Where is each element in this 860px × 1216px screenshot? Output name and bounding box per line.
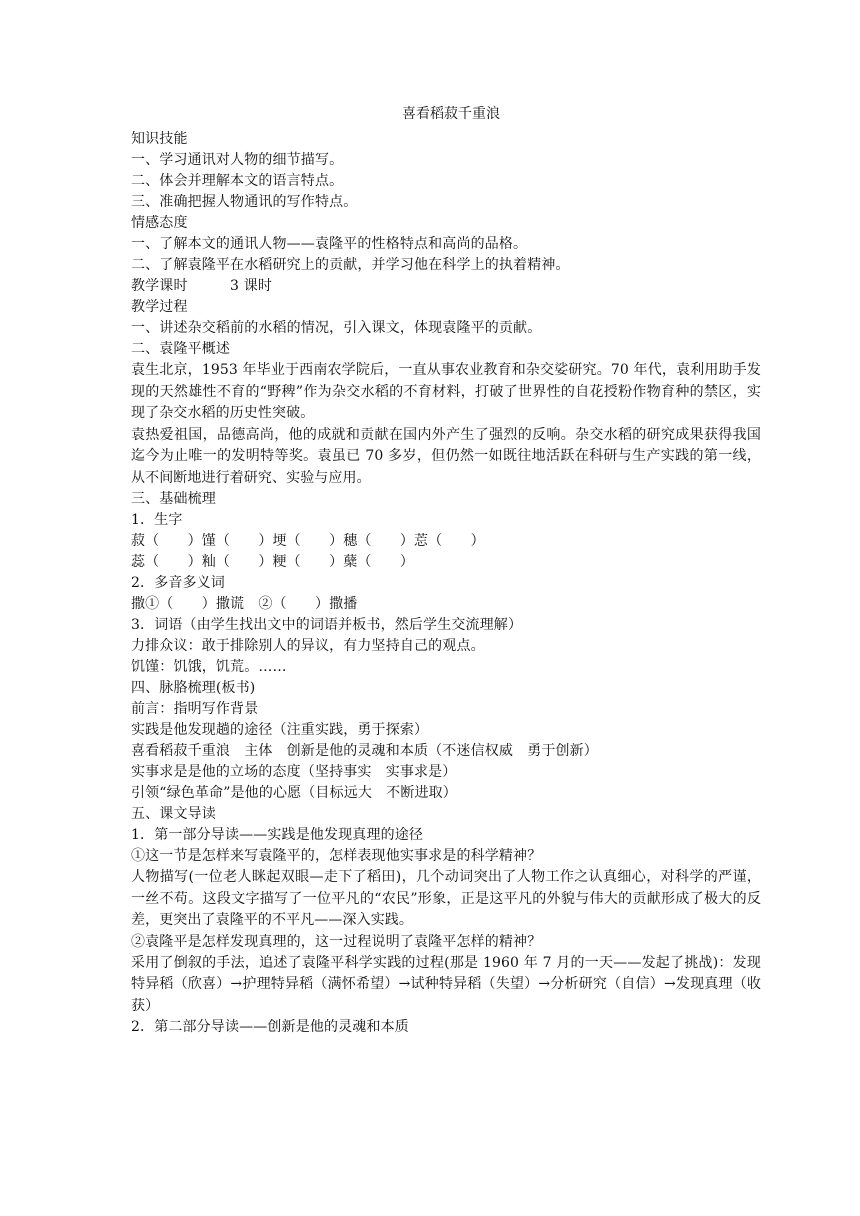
teaching-hours: 教学课时 3 课时 bbox=[131, 278, 273, 294]
paragraph: 采用了倒叙的手法，追述了袁隆平科学实践的过程(那是 1960 年 7 月的一天——发起了挑战)：发现特异稻（欣喜）→护理特异稻（满怀希望）→试种特异稻（失望）→分析研究（自信）→发现真理（收获） bbox=[131, 954, 761, 1014]
paragraph: 人物描写(一位老人眯起双眼—走下了稻田)，几个动词突出了人物工作之认真细心，对科学的严谨，一丝不苟。这段文字描写了一位平凡的“农民”形象，正是这平凡的外貌与伟大的贡献形成了极大的反差，更突出了袁隆平的不平凡——深入实践。 bbox=[131, 869, 761, 928]
subsection-heading: 2．第二部分导读——创新是他的灵魂和本质 bbox=[131, 1019, 409, 1035]
list-item: 一、了解本文的通讯人物——袁隆平的性格特点和高尚的品格。 bbox=[131, 236, 528, 252]
section-heading: 三、基础梳理 bbox=[131, 491, 216, 507]
document-page bbox=[131, 104, 761, 1038]
heading-knowledge-skills: 知识技能 bbox=[131, 131, 188, 147]
outline-item: 前言：指明写作背景 bbox=[131, 701, 259, 717]
subsection-heading: 3．词语（由学生找出文中的词语并板书，然后学生交流理解） bbox=[131, 617, 523, 633]
paragraph: 袁热爱祖国，品德高尚，他的成就和贡献在国内外产生了强烈的反响。杂交水稻的研究成果获得我国迄今为止唯一的发明特等奖。袁虽已 70 多岁，但仍然一如既往地活跃在科研与生产实践的第一线，从不间断地进行着研究、实验与应用。 bbox=[131, 426, 761, 486]
outline-item: 喜看稻菽千重浪 主体 创新是他的灵魂和本质（不迷信权威 勇于创新） bbox=[131, 743, 598, 759]
paragraph: 袁生北京，1953 年毕业于西南农学院后，一直从事农业教育和杂交娑研究。70 年代，袁利用助手发现的天然雄性不育的“野稗”作为杂交水稻的不育材料，打破了世界性的自花授粉作物育种的禁区，实现了杂交水稻的历史性突破。 bbox=[131, 362, 761, 421]
question-line: ②袁隆平是怎样发现真理的，这一过程说明了袁隆平怎样的精神？ bbox=[131, 933, 542, 950]
subsection-heading: 1．第一部分导读——实践是他发现真理的途径 bbox=[131, 827, 424, 843]
character-exercise-line: 蕊（ ）籼（ ）粳（ ）蘖（ ） bbox=[131, 554, 414, 570]
document-title: 喜看稻菽千重浪 bbox=[402, 106, 500, 122]
outline-item: 引领“绿色革命”是他的心愿（目标远大 不断进取） bbox=[131, 785, 457, 801]
subsection-heading: 1．生字 bbox=[131, 512, 183, 528]
list-item: 一、讲述杂交稻前的水稻的情况，引入课文，体现袁隆平的贡献。 bbox=[131, 320, 542, 336]
list-item: 二、体会并理解本文的语言特点。 bbox=[131, 173, 344, 189]
list-item: 二、了解袁隆平在水稻研究上的贡献，并学习他在科学上的执着精神。 bbox=[131, 257, 570, 273]
list-item: 三、准确把握人物通讯的写作特点。 bbox=[131, 194, 358, 210]
outline-item: 实践是他发现趟的途径（注重实践，勇于探索） bbox=[131, 722, 429, 738]
section-heading: 二、袁隆平概述 bbox=[131, 341, 231, 357]
vocabulary-item: 饥馑：饥饿，饥荒。…… bbox=[131, 659, 287, 675]
character-exercise-line: 菽（ ）馑（ ）埂（ ）穗（ ）莣（ ） bbox=[131, 533, 485, 549]
section-heading: 五、课文导读 bbox=[131, 806, 216, 822]
polyphone-exercise-line: 撒①（ ）撒谎 ②（ ）撒播 bbox=[131, 596, 358, 612]
list-item: 一、学习通讯对人物的细节描写。 bbox=[131, 152, 344, 168]
heading-teaching-process: 教学过程 bbox=[131, 299, 188, 315]
question-line: ①这一节是怎样来写袁隆平的，怎样表现他实事求是的科学精神？ bbox=[131, 848, 542, 864]
section-heading: 四、脉胳梳理(板书) bbox=[131, 680, 256, 696]
vocabulary-item: 力排众议：敢于排除别人的异议，有力坚持自己的观点。 bbox=[131, 638, 485, 654]
heading-emotion-attitude: 情感态度 bbox=[131, 215, 188, 231]
subsection-heading: 2．多音多义词 bbox=[131, 575, 225, 591]
outline-item: 实事求是是他的立场的态度（坚持事实 实事求是） bbox=[131, 764, 457, 780]
